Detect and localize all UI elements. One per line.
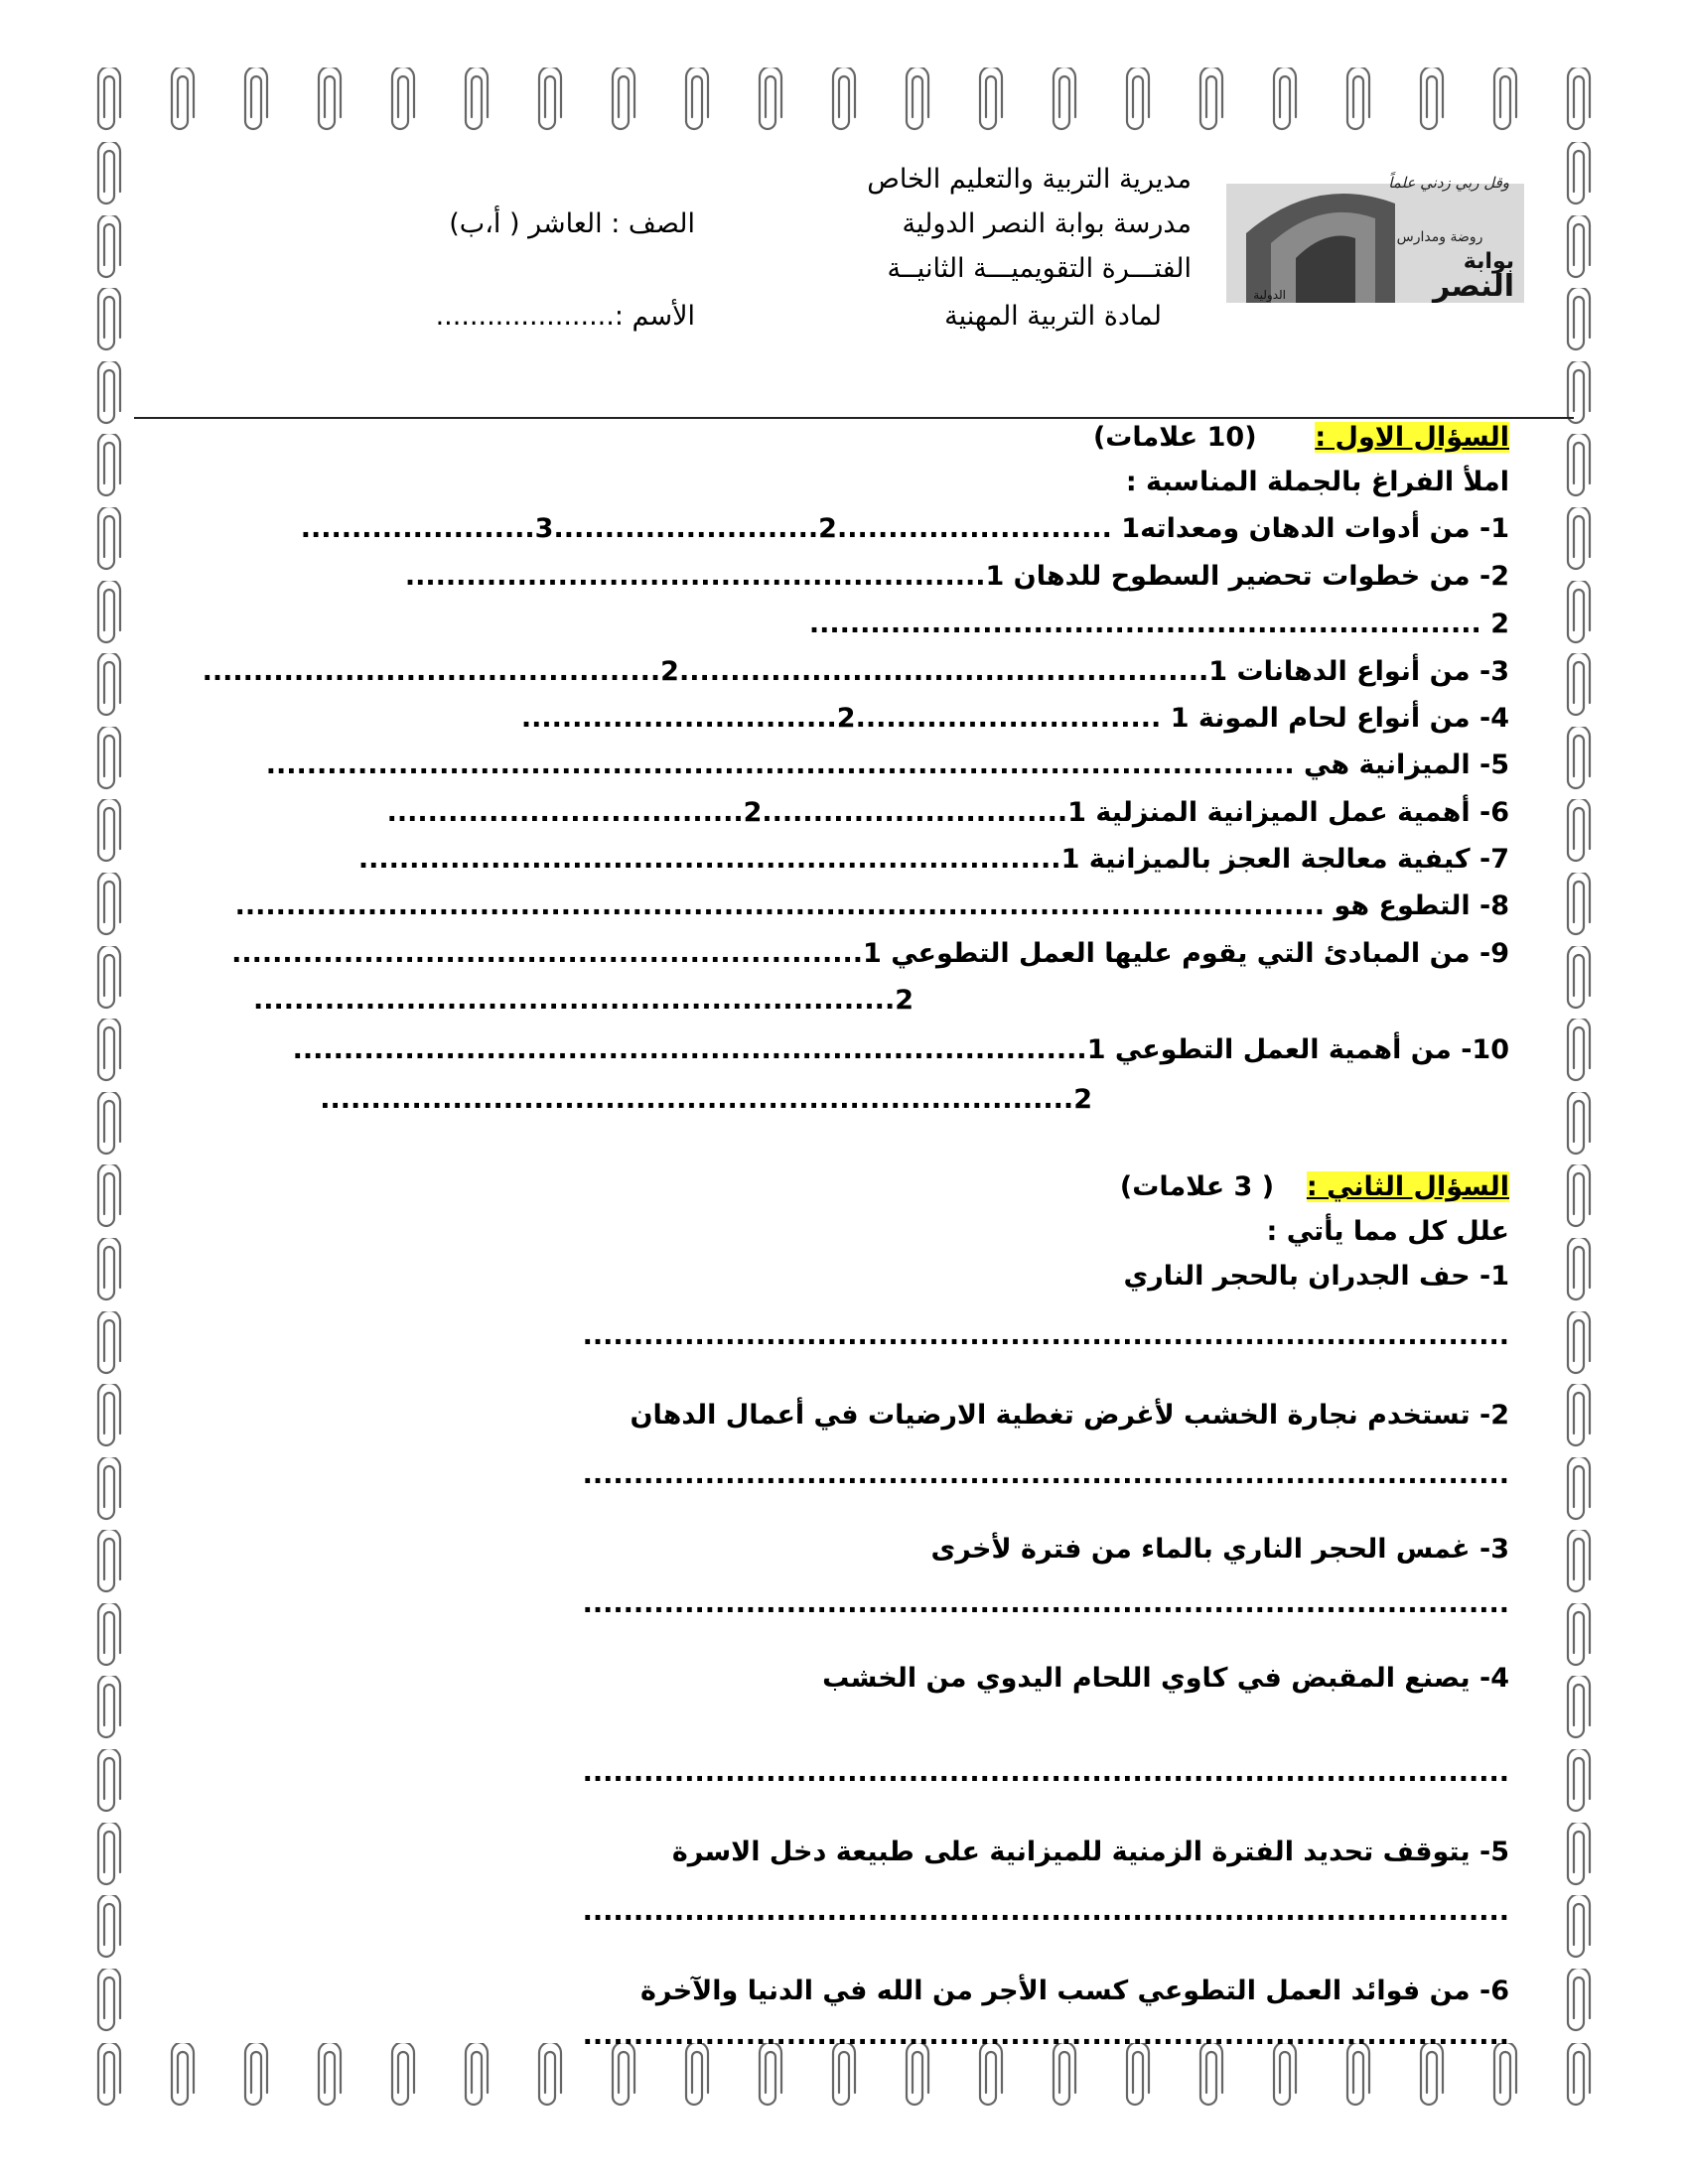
paperclip-icon — [226, 60, 286, 139]
paperclip-icon — [79, 1161, 139, 1231]
paperclip-icon — [79, 1235, 139, 1304]
paperclip-icon — [814, 60, 874, 139]
subject-name: لمادة التربية المهنية — [944, 301, 1162, 332]
paperclip-icon — [79, 139, 139, 208]
paperclip-icon — [79, 650, 139, 720]
paperclip-icon — [79, 1600, 139, 1670]
paperclip-icon — [79, 504, 139, 574]
q1-item: 2.......................................................................... — [320, 1084, 1092, 1115]
paperclip-icon — [1549, 1381, 1609, 1450]
paperclip-icon — [1255, 60, 1315, 139]
paperclip-icon — [79, 1892, 139, 1962]
q2-title: السؤال الثاني : — [1306, 1171, 1509, 1202]
paperclip-icon — [741, 60, 800, 139]
paperclip-icon — [79, 1016, 139, 1085]
paperclip-border-right — [1549, 139, 1609, 2035]
paperclip-icon — [1549, 796, 1609, 866]
paperclip-icon — [79, 724, 139, 793]
paperclip-icon — [1549, 212, 1609, 282]
q1-item: 2 .................................................................. — [808, 609, 1509, 639]
paperclip-icon — [373, 2035, 433, 2115]
student-name-field: الأسم :..................... — [435, 301, 695, 332]
paperclip-icon — [300, 2035, 359, 2115]
paperclip-icon — [1549, 431, 1609, 500]
paperclip-icon — [520, 60, 580, 139]
paperclip-icon — [79, 60, 139, 139]
q1-instruction: املأ الفراغ بالجملة المناسبة : — [1125, 467, 1509, 497]
q2-item: 6- من فوائد العمل التطوعي كسب الأجر من الله في الدنيا والآخرة — [639, 1976, 1509, 2006]
paperclip-icon — [1549, 1016, 1609, 1085]
logo-kg-label: روضة ومدارس — [1396, 229, 1483, 245]
q2-answer-line: ........................................................................................... — [582, 1896, 1509, 1927]
grade-label: الصف : العاشر ( أ،ب) — [449, 208, 695, 239]
paperclip-icon — [1549, 1892, 1609, 1962]
paperclip-icon — [79, 1089, 139, 1159]
paperclip-icon — [1549, 724, 1609, 793]
paperclip-icon — [79, 212, 139, 282]
paperclip-icon — [79, 358, 139, 428]
q2-answer-line: ........................................................................................... — [582, 1320, 1509, 1351]
paperclip-icon — [226, 2035, 286, 2115]
q2-answer-line: ........................................................................................... — [582, 1588, 1509, 1619]
paperclip-icon — [1549, 1600, 1609, 1670]
header-divider — [134, 417, 1574, 419]
q2-item: 1- حف الجدران بالحجر الناري — [1123, 1261, 1509, 1292]
q1-item: 3- من أنواع الدهانات 1....................................................2............................................. — [202, 656, 1509, 687]
assessment-period: الفتـــرة التقويميـــة الثانيــة — [887, 253, 1192, 284]
paperclip-icon — [300, 60, 359, 139]
paperclip-icon — [594, 60, 653, 139]
paperclip-icon — [1402, 60, 1462, 139]
q1-title: السؤال الاول : — [1315, 422, 1509, 453]
school-name: مدرسة بوابة النصر الدولية — [902, 208, 1192, 239]
logo-name-line2: النصر — [1432, 269, 1514, 303]
paperclip-icon — [153, 60, 212, 139]
paperclip-icon — [1549, 1235, 1609, 1304]
paperclip-icon — [1549, 1089, 1609, 1159]
q1-item: 8- التطوع هو ........................................................................................................... — [234, 890, 1509, 921]
q2-item: 4- يصنع المقبض في كاوي اللحام اليدوي من الخشب — [822, 1663, 1509, 1694]
q1-item: 2- من خطوات تحضير السطوح للدهان 1......................................................... — [404, 561, 1509, 592]
paperclip-icon — [79, 1308, 139, 1378]
q1-item: 1- من أدوات الدهان ومعداته1 ...........................2..........................3....................... — [300, 513, 1509, 544]
q1-item: 9- من المبادئ التي يقوم عليها العمل التطوعي 1.............................................................. — [231, 938, 1509, 969]
paperclip-icon — [1549, 650, 1609, 720]
paperclip-icon — [1549, 2035, 1609, 2115]
paperclip-icon — [1549, 1454, 1609, 1524]
school-logo — [1226, 164, 1524, 303]
q1-item: 4- من أنواع لحام المونة 1 ..............................2............................... — [520, 703, 1509, 734]
paperclip-icon — [79, 1454, 139, 1524]
paperclip-icon — [1549, 1820, 1609, 1889]
q2-answer-line: ........................................................................................... — [582, 1757, 1509, 1788]
paperclip-icon — [1549, 1527, 1609, 1596]
paperclip-icon — [1549, 1161, 1609, 1231]
q1-item: 6- أهمية عمل الميزانية المنزلية 1..............................2................................... — [386, 797, 1509, 828]
paperclip-border-left — [79, 139, 139, 2035]
paperclip-icon — [520, 2035, 580, 2115]
paperclip-icon — [79, 1381, 139, 1450]
paperclip-icon — [1549, 870, 1609, 939]
paperclip-icon — [79, 796, 139, 866]
paperclip-icon — [1549, 1746, 1609, 1816]
q2-heading — [1120, 1171, 1509, 1203]
q2-item: 3- غمس الحجر الناري بالماء من فترة لأخرى — [930, 1534, 1509, 1565]
paperclip-icon — [79, 431, 139, 500]
paperclip-icon — [667, 60, 727, 139]
paperclip-icon — [1549, 1308, 1609, 1378]
paperclip-icon — [373, 60, 433, 139]
paperclip-icon — [79, 943, 139, 1013]
paperclip-icon — [1182, 60, 1241, 139]
directorate-title: مديرية التربية والتعليم الخاص — [867, 164, 1192, 195]
paperclip-icon — [79, 1527, 139, 1596]
q2-answer-line: ........................................................................................... — [582, 1459, 1509, 1490]
paperclip-icon — [79, 1820, 139, 1889]
paperclip-icon — [79, 870, 139, 939]
paperclip-icon — [961, 60, 1021, 139]
q1-heading — [1093, 422, 1509, 454]
paperclip-icon — [1549, 60, 1609, 139]
logo-name-line1: بوابة — [1463, 249, 1514, 274]
q2-instruction: علل كل مما يأتي : — [1266, 1216, 1509, 1247]
document-header — [199, 159, 1549, 387]
paperclip-icon — [1549, 1966, 1609, 2035]
logo-motto: وقل ربي زدني علماً — [1388, 174, 1509, 192]
paperclip-icon — [1549, 1673, 1609, 1742]
q2-item: 2- تستخدم نجارة الخشب لأغرض تغطية الارضيات في أعمال الدهان — [630, 1400, 1509, 1431]
q2-answer-line: ........................................................................................... — [582, 2020, 1509, 2051]
paperclip-icon — [1549, 578, 1609, 647]
q2-marks: ( 3 علامات) — [1119, 1171, 1275, 1202]
logo-name-line3: الدولية — [1253, 288, 1286, 302]
q2-item: 5- يتوقف تحديد الفترة الزمنية للميزانية على طبيعة دخل الاسرة — [671, 1837, 1509, 1867]
paperclip-icon — [888, 60, 947, 139]
paperclip-icon — [1549, 285, 1609, 354]
paperclip-border-top — [79, 60, 1609, 139]
paperclip-icon — [1549, 943, 1609, 1013]
paperclip-icon — [1549, 139, 1609, 208]
paperclip-icon — [1549, 504, 1609, 574]
paperclip-icon — [1329, 60, 1388, 139]
paperclip-icon — [447, 60, 506, 139]
q1-item: 10- من أهمية العمل التطوعي 1.............................................................................. — [292, 1034, 1509, 1065]
paperclip-icon — [79, 1966, 139, 2035]
q1-item: 5- الميزانية هي ..................................................................................................... — [265, 750, 1509, 780]
q1-item: 2............................................................... — [253, 985, 914, 1016]
q1-marks: (10 علامات) — [1092, 422, 1257, 453]
q1-item: 7- كيفية معالجة العجز بالميزانية 1..................................................................... — [357, 844, 1509, 875]
paperclip-icon — [79, 2035, 139, 2115]
paperclip-icon — [153, 2035, 212, 2115]
paperclip-icon — [1476, 60, 1535, 139]
paperclip-icon — [79, 285, 139, 354]
paperclip-icon — [447, 2035, 506, 2115]
paperclip-icon — [79, 1746, 139, 1816]
paperclip-icon — [1035, 60, 1094, 139]
paperclip-icon — [79, 578, 139, 647]
paperclip-icon — [1108, 60, 1168, 139]
paperclip-icon — [79, 1673, 139, 1742]
